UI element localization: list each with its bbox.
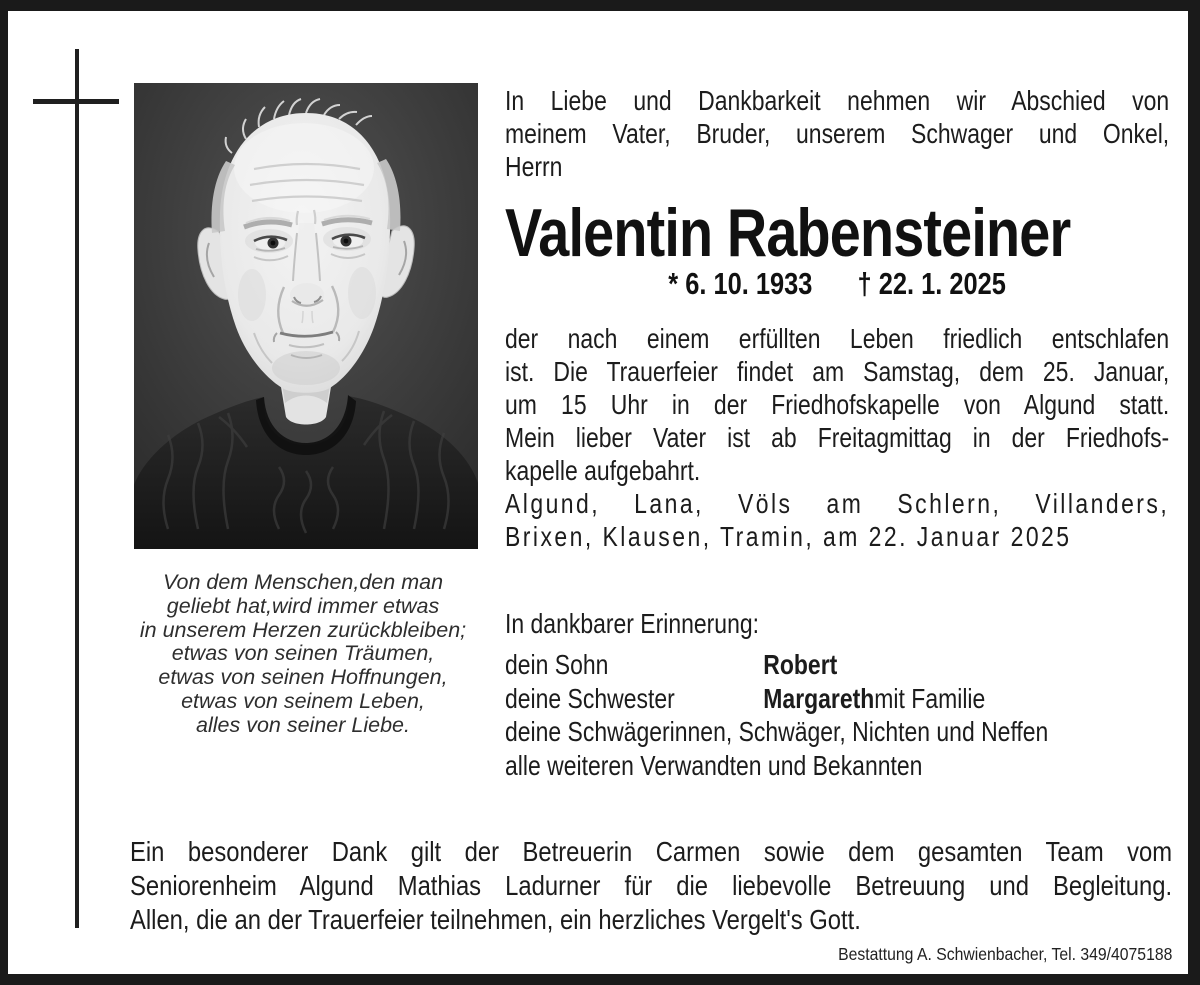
poem-line: etwas von seinen Hoffnungen, — [158, 665, 448, 690]
intro-line: In Liebe und Dankbarkeit nehmen wir Abschied von — [505, 85, 1170, 116]
poem-line: Von dem Menschen,den man — [162, 570, 444, 594]
funeral-details-paragraph — [505, 322, 1169, 487]
life-dates — [505, 266, 1169, 302]
mourner-relation: dein Sohn — [505, 649, 609, 680]
places-date-line — [505, 487, 1169, 553]
mourner-name: Robert — [763, 649, 838, 680]
portrait-photo — [134, 83, 478, 549]
memoriam-heading: In dankbarer Erinnerung: — [505, 608, 759, 639]
body-line: kapelle aufgebahrt. — [505, 455, 701, 486]
poem-line: etwas von seinen Träumen, — [171, 641, 435, 666]
mourner-row — [505, 715, 1169, 749]
mourner-row — [505, 749, 1169, 783]
thanks-line: Seniorenheim Algund Mathias Ladurner für die liebevolle Betreuung und Begleitung. — [130, 870, 1173, 901]
frame-border-right — [1188, 0, 1200, 985]
intro-line: Herrn — [505, 151, 563, 182]
poem-line: geliebt hat,wird immer etwas — [166, 593, 440, 618]
mourners-list — [505, 648, 1169, 782]
body-line: ist. Die Trauerfeier findet am Samstag, dem 25. Januar, — [505, 356, 1170, 387]
body-line: Mein lieber Vater ist ab Freitagmittag in der Friedhofs- — [505, 422, 1170, 453]
memorial-poem — [117, 571, 489, 738]
mourner-line: alle weiteren Verwandten und Bekannten — [505, 749, 923, 781]
thanks-line: Ein besonderer Dank gilt der Betreuerin Carmen sowie dem gesamten Team vom — [130, 836, 1173, 867]
thanks-paragraph — [130, 835, 1172, 937]
mourner-row — [505, 682, 1169, 716]
funeral-home-credit: Bestattung A. Schwienbacher, Tel. 349/4075188 — [837, 944, 1172, 964]
intro-line: meinem Vater, Bruder, unserem Schwager und Onkel, — [505, 118, 1170, 149]
places-line: Algund, Lana, Völs am Schlern, Villanders, — [505, 488, 1170, 519]
death-date: † 22. 1. 2025 — [857, 266, 1006, 301]
mourner-name: Margareth — [763, 682, 875, 714]
deceased-name: Valentin Rabensteiner — [505, 195, 1071, 271]
places-line: Brixen, Klausen, Tramin, am 22. Januar 2025 — [505, 521, 1072, 552]
mourner-row — [505, 648, 1169, 682]
cross-icon-bar — [33, 99, 119, 104]
mourner-line: deine Schwägerinnen, Schwäger, Nichten und Neffen — [505, 716, 1049, 747]
thanks-line: Allen, die an der Trauerfeier teilnehmen, ein herzliches Vergelt's Gott. — [130, 904, 861, 935]
frame-border-left — [0, 0, 8, 985]
poem-line: alles von seiner Liebe. — [196, 712, 410, 737]
mourner-suffix: mit Familie — [874, 682, 986, 714]
body-line: der nach einem erfüllten Leben friedlich entschlafen — [505, 323, 1170, 354]
birth-date: * 6. 10. 1933 — [668, 266, 813, 301]
mourner-relation: deine Schwester — [505, 682, 675, 714]
cross-icon — [75, 49, 79, 928]
intro-paragraph — [505, 84, 1169, 183]
body-line: um 15 Uhr in der Friedhofskapelle von Algund statt. — [505, 389, 1170, 420]
poem-line: etwas von seinem Leben, — [181, 688, 425, 713]
poem-line: in unserem Herzen zurückbleiben; — [139, 617, 467, 642]
